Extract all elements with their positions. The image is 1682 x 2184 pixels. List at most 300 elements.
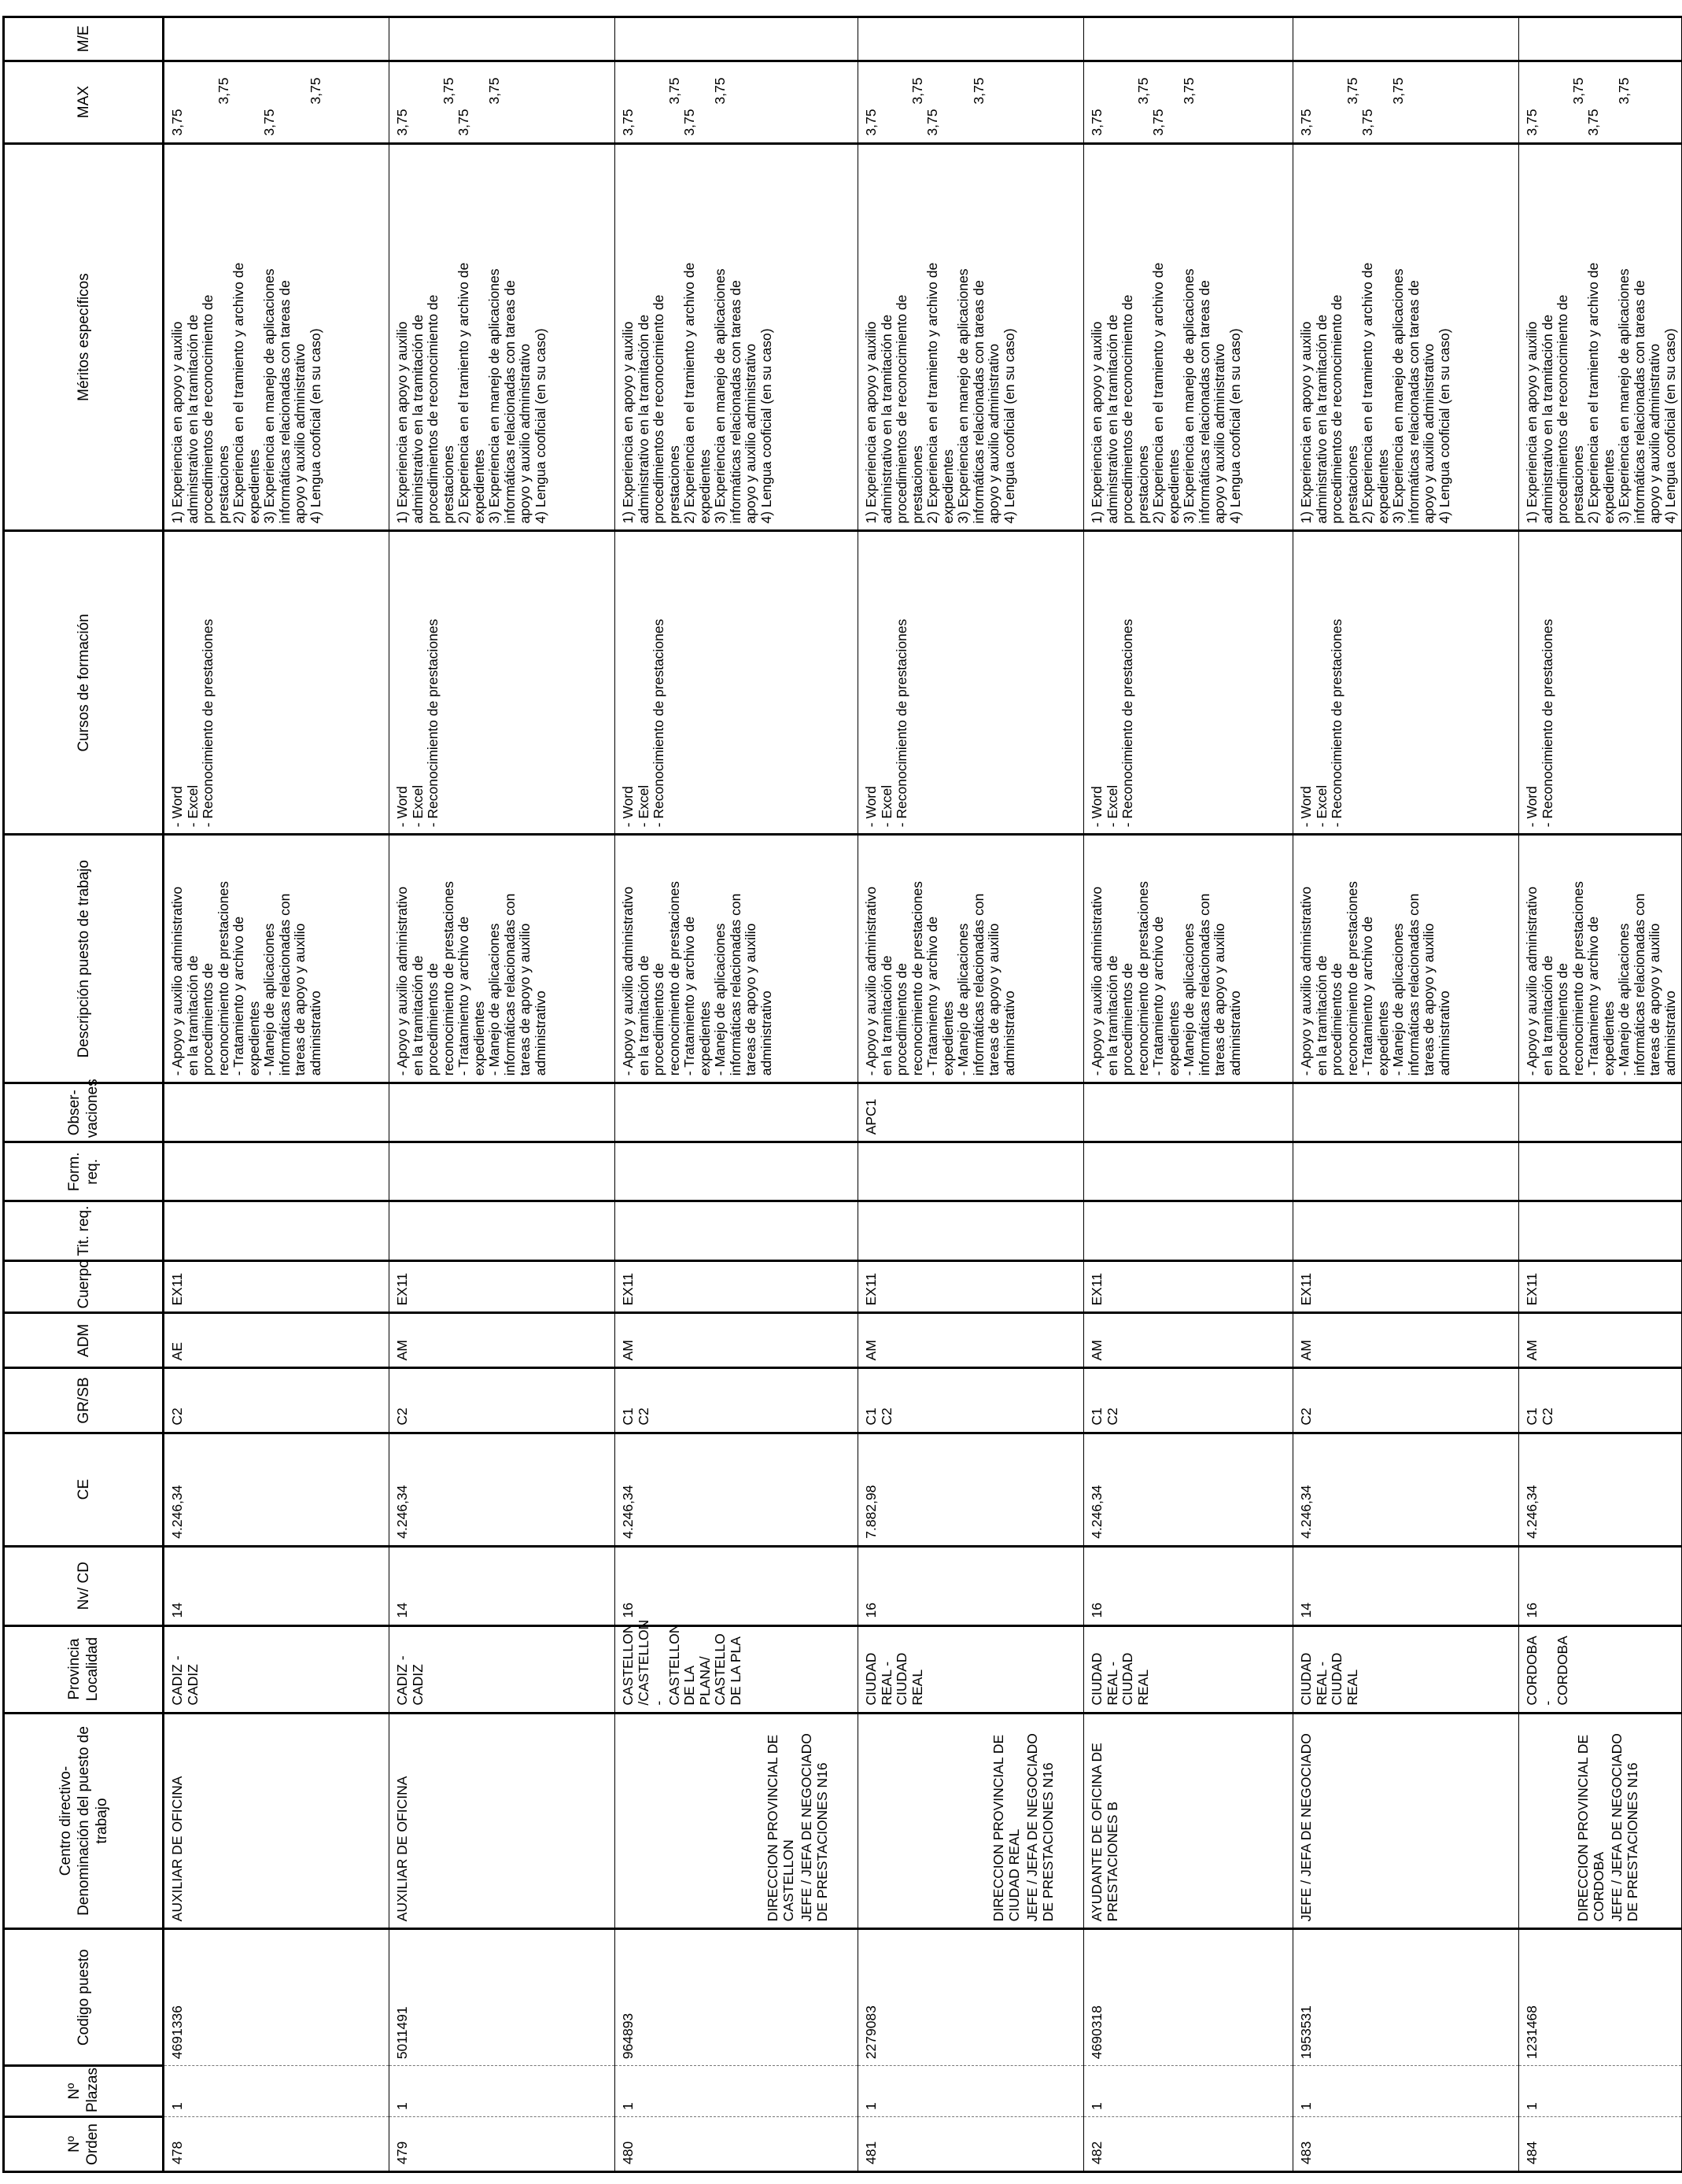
table-row [164,17,389,2172]
cell-titulacion [1084,1201,1293,1260]
cell-grupo [1519,1368,1682,1433]
header-provincia: Provincia Localidad [4,1625,164,1713]
direccion-provincial: DIRECCION PROVINCIAL DE CORDOBA [1575,1734,1606,1922]
max-value: 3,75 [970,77,987,105]
cell-meritos [1293,143,1519,531]
cell-cuerpo: EX11 [615,1260,858,1313]
cell-titulacion [1519,1201,1682,1260]
cell-formacion [389,1142,615,1201]
cell-meritos-line: 4) Lengua cooficial (en su caso) [758,328,774,524]
cell-codigo: 5011491 [389,1929,615,2066]
cell-meritos-line: 1) Experiencia en apoyo y auxilio [394,321,410,524]
cell-observaciones [1293,1083,1519,1142]
cell-meritos-line: informáticas relacionadas con tareas de [1196,280,1212,524]
cell-meritos-line: procedimientos de reconocimiento de [200,294,216,524]
cell-descripcion-line: procedimientos de [651,963,666,1076]
header-me: M/E [4,17,164,61]
cell-cuerpo: EX11 [1293,1260,1519,1313]
cell-formacion [1084,1142,1293,1201]
cell-meritos-line: 4) Lengua cooficial (en su caso) [532,328,548,524]
cell-meritos-line: prestaciones [1344,445,1360,524]
cell-cursos-line: - Reconocimiento de prestaciones [1329,618,1344,828]
cell-plazas: 1 [1293,2066,1519,2117]
max-value: 3,75 [215,77,231,105]
cell-meritos-line: expedientes [939,449,956,524]
cell-cursos-line: - Word [169,786,185,828]
cell-max [858,61,1084,143]
cell-plazas: 1 [164,2066,389,2117]
cell-meritos-line: procedimientos de reconocimiento de [894,294,909,524]
cell-adm: AM [858,1313,1084,1368]
cell-max [1084,61,1293,143]
cell-meritos-line: 2) Experiencia en el tramiento y archivo de [1359,262,1375,524]
cell-cuerpo: EX11 [1084,1260,1293,1313]
cell-grupo [615,1368,858,1433]
cell-max [615,61,858,143]
cell-meritos-line: informáticas relacionadas con tareas de [970,280,987,524]
header-plazas: Nº Plazas [4,2066,164,2117]
grupo-value: C1 [1524,1407,1540,1426]
cell-orden: 483 [1293,2117,1519,2172]
max-value: 3,75 [1134,77,1151,105]
max-value: 3,75 [394,109,410,136]
cell-meritos-line: 2) Experiencia en el tramiento y archivo de [456,262,471,524]
cell-meritos-line: 4) Lengua cooficial (en su caso) [1662,328,1678,524]
cell-cursos-line: - Excel [635,784,651,828]
cell-descripcion [1519,835,1682,1083]
cell-meritos-line: procedimientos de reconocimiento de [1555,294,1570,524]
cell-meritos [615,143,858,531]
cell-adm: AM [615,1313,858,1368]
cell-descripcion-line: - Apoyo y auxilio administrativo [863,886,879,1076]
puesto-denominacion: JEFE / JEFA DE NEGOCIADO [1298,1733,1314,1922]
max-value: 3,75 [681,109,697,136]
table-body [164,17,1682,2172]
direccion-provincial: DIRECCION PROVINCIAL DE CIUDAD REAL [990,1734,1022,1922]
cell-adm: AM [389,1313,615,1368]
max-value: 3,75 [1390,77,1406,105]
max-value: 3,75 [1344,77,1360,105]
max-value: 3,75 [456,109,471,136]
cell-meritos-line: 3) Experiencia en manejo de aplicaciones [712,268,728,524]
cell-descripcion-line: reconocimiento de prestaciones [909,881,925,1076]
cell-descripcion-line: administrativo [307,991,323,1076]
cell-meritos-line: 4) Lengua cooficial (en su caso) [1436,328,1452,524]
cell-max [1519,61,1682,143]
cell-descripcion-line: administrativo [758,991,774,1076]
cell-observaciones: APC1 [858,1083,1084,1142]
puesto-denominacion: JEFE / JEFA DE NEGOCIADO DE PRESTACIONES N16 [1609,1733,1640,1922]
cell-descripcion-line: reconocimiento de prestaciones [1134,881,1151,1076]
cell-descripcion-line: - Apoyo y auxilio administrativo [394,886,410,1076]
cell-orden: 479 [389,2117,615,2172]
table-row [1293,17,1519,2172]
cell-descripcion-line: reconocimiento de prestaciones [215,881,231,1076]
cell-centro [858,1713,1084,1929]
grupo-value: C2 [1104,1407,1120,1426]
puesto-denominacion: AUXILIAR DE OFICINA [394,1776,410,1922]
cell-descripcion-line: - Tratamiento y archivo de [231,916,246,1076]
cell-meritos-line: expedientes [696,449,713,524]
cell-descripcion-line: administrativo [1226,991,1243,1076]
cell-meritos-line: 4) Lengua cooficial (en su caso) [1226,328,1243,524]
cell-provincia: CORDOBA - CORDOBA [1519,1625,1682,1713]
cell-descripcion-line: - Manejo de aplicaciones [1390,923,1406,1076]
max-value: 3,75 [1089,109,1105,136]
cell-max [389,61,615,143]
cell-cursos-line: - Reconocimiento de prestaciones [425,618,441,828]
cell-plazas: 1 [1084,2066,1293,2117]
cell-meritos-line: 4) Lengua cooficial (en su caso) [1001,328,1017,524]
cell-meritos [858,143,1084,531]
grupo-value: C2 [394,1407,410,1426]
cell-cursos-line: - Word [1524,786,1540,828]
cell-codigo: 4691336 [164,1929,389,2066]
cell-centro [615,1713,858,1929]
cell-meritos [389,143,615,531]
max-value: 3,75 [261,109,277,136]
cell-meritos-line: apoyo y auxilio administrativo [1212,343,1227,524]
puesto-denominacion: JEFE / JEFA DE NEGOCIADO DE PRESTACIONES N16 [799,1733,830,1922]
puestos-table [2,16,1682,2173]
cell-orden: 480 [615,2117,858,2172]
header-formacion: Form. req. [4,1142,164,1201]
cell-ce: 4.246,34 [1084,1433,1293,1546]
cell-descripcion-line: - Manejo de aplicaciones [486,923,502,1076]
max-value: 3,75 [863,109,879,136]
table-row [1519,17,1682,2172]
cell-descripcion-line: tareas de apoyo y auxilio [986,923,1001,1076]
header-grupo: GR/SB [4,1368,164,1433]
cell-descripcion-line: expedientes [696,1001,713,1076]
header-centro: Centro directivo- Denominación del puesto de trabajo [4,1713,164,1929]
cell-ce: 4.246,34 [1293,1433,1519,1546]
cell-cursos-line: - Word [620,786,636,828]
cell-descripcion-line: administrativo [1436,991,1452,1076]
cell-descripcion [389,835,615,1083]
cell-meritos-line: 1) Experiencia en apoyo y auxilio [169,321,185,524]
max-value: 3,75 [1181,77,1197,105]
cell-meritos-line: administrativo en la tramitación de [409,314,426,524]
cell-descripcion-line: procedimientos de [1555,963,1570,1076]
cell-descripcion-line: - Manejo de aplicaciones [261,923,277,1076]
cell-meritos-line: prestaciones [440,445,456,524]
max-value: 3,75 [1359,109,1375,136]
cell-centro [164,1713,389,1929]
cell-adm: AM [1293,1313,1519,1368]
cell-titulacion [858,1201,1084,1260]
max-value: 3,75 [909,77,925,105]
cell-descripcion-line: en la tramitación de [1313,955,1330,1076]
header-descripcion: Descripción puesto de trabajo [4,835,164,1083]
header-max: MAX [4,61,164,143]
cell-meritos-line: prestaciones [1134,445,1151,524]
cell-cursos [1293,531,1519,835]
cell-meritos [1084,143,1293,531]
cell-formacion [858,1142,1084,1201]
cell-descripcion-line: - Manejo de aplicaciones [955,923,971,1076]
cell-descripcion-line: reconocimiento de prestaciones [440,881,456,1076]
puesto-denominacion: AYUDANTE DE OFICINA DE PRESTACIONES B [1089,1743,1120,1922]
cell-descripcion-line: expedientes [1600,1001,1617,1076]
cell-meritos-line: 1) Experiencia en apoyo y auxilio [1298,321,1314,524]
cell-observaciones [1084,1083,1293,1142]
cell-meritos-line: apoyo y auxilio administrativo [1647,343,1662,524]
cell-meritos-line: apoyo y auxilio administrativo [743,343,758,524]
cell-cursos-line: - Excel [184,784,201,828]
max-value: 3,75 [1569,77,1586,105]
cell-grupo [164,1368,389,1433]
header-observaciones: Obser- vaciones [4,1083,164,1142]
cell-meritos-line: 3) Experiencia en manejo de aplicaciones [486,268,502,524]
cell-descripcion-line: informáticas relacionadas con [1196,893,1212,1076]
max-value: 3,75 [486,77,502,105]
cell-descripcion-line: tareas de apoyo y auxilio [743,923,758,1076]
cell-formacion [1519,1142,1682,1201]
cell-meritos-line: 3) Experiencia en manejo de aplicaciones [1390,268,1406,524]
cell-meritos-line: apoyo y auxilio administrativo [292,343,308,524]
cell-provincia: CIUDAD REAL - CIUDAD REAL [1293,1625,1519,1713]
cell-descripcion-line: - Tratamiento y archivo de [924,916,940,1076]
cell-descripcion [1293,835,1519,1083]
header-adm: ADM [4,1313,164,1368]
header-cuerpo: Cuerpo [4,1260,164,1313]
cell-descripcion-line: expedientes [470,1001,487,1076]
cell-max [164,61,389,143]
cell-cursos [389,531,615,835]
cell-nivel: 14 [164,1546,389,1625]
cell-cursos-line: - Excel [878,784,894,828]
cell-plazas: 1 [1519,2066,1682,2117]
cell-cursos-line: - Reconocimiento de prestaciones [894,618,909,828]
cell-max [1293,61,1519,143]
cell-descripcion-line: expedientes [1165,1001,1182,1076]
cell-meritos-line: informáticas relacionadas con tareas de [727,280,743,524]
cell-formacion [164,1142,389,1201]
cell-cursos-line: - Excel [409,784,426,828]
cell-descripcion-line: reconocimiento de prestaciones [1344,881,1360,1076]
cell-nivel: 16 [1084,1546,1293,1625]
cell-nivel: 16 [615,1546,858,1625]
cell-codigo: 964893 [615,1929,858,2066]
cell-me [389,17,615,61]
cell-descripcion-line: reconocimiento de prestaciones [666,881,682,1076]
cell-descripcion-line: - Apoyo y auxilio administrativo [1524,886,1540,1076]
cell-meritos-line: 3) Experiencia en manejo de aplicaciones [955,268,971,524]
direccion-provincial: DIRECCION PROVINCIAL DE CASTELLON [765,1734,796,1922]
cell-meritos-line: expedientes [245,449,262,524]
header-ce: CE [4,1433,164,1546]
cell-cuerpo: EX11 [1519,1260,1682,1313]
cell-observaciones [389,1083,615,1142]
cell-cursos-line: - Reconocimiento de prestaciones [200,618,216,828]
max-value: 3,75 [1150,109,1166,136]
max-value: 3,75 [666,77,682,105]
puesto-denominacion: JEFE / JEFA DE NEGOCIADO DE PRESTACIONES N16 [1024,1733,1056,1922]
cell-cursos-line: - Reconocimiento de prestaciones [651,618,666,828]
cell-cursos-line: - Word [1298,786,1314,828]
cell-meritos-line: procedimientos de reconocimiento de [1329,294,1344,524]
cell-descripcion [1084,835,1293,1083]
cell-descripcion-line: - Apoyo y auxilio administrativo [1089,886,1105,1076]
cell-provincia: CASTELLON /CASTELLON - CASTELLON DE LA PLANA/ CASTELLO DE LA PLA [615,1625,858,1713]
cell-meritos-line: expedientes [1165,449,1182,524]
cell-meritos-line: informáticas relacionadas con tareas de [276,280,293,524]
cell-descripcion-line: - Manejo de aplicaciones [1616,923,1632,1076]
cell-meritos-line: expedientes [1374,449,1391,524]
cell-cursos [615,531,858,835]
cell-centro [389,1713,615,1929]
cell-ce: 7.882,98 [858,1433,1084,1546]
cell-adm: AM [1519,1313,1682,1368]
cell-descripcion-line: - Tratamiento y archivo de [1359,916,1375,1076]
cell-me [1519,17,1682,61]
cell-meritos-line: 3) Experiencia en manejo de aplicaciones [261,268,277,524]
cell-meritos-line: 2) Experiencia en el tramiento y archivo de [1150,262,1166,524]
cell-descripcion-line: administrativo [532,991,548,1076]
cell-descripcion-line: reconocimiento de prestaciones [1569,881,1586,1076]
cell-titulacion [389,1201,615,1260]
cell-descripcion-line: administrativo [1662,991,1678,1076]
cell-cursos-line: - Reconocimiento de prestaciones [1119,618,1135,828]
cell-orden: 481 [858,2117,1084,2172]
cell-meritos-line: administrativo en la tramitación de [1313,314,1330,524]
cell-descripcion-line: en la tramitación de [184,955,201,1076]
cell-descripcion-line: tareas de apoyo y auxilio [1212,923,1227,1076]
max-value: 3,75 [169,109,185,136]
cell-titulacion [164,1201,389,1260]
cell-observaciones [1519,1083,1682,1142]
cell-meritos-line: informáticas relacionadas con tareas de [1405,280,1422,524]
cell-cursos-line: - Reconocimiento de prestaciones [1539,618,1555,828]
cell-cursos-line: - Word [863,786,879,828]
cell-descripcion-line: informáticas relacionadas con [501,893,518,1076]
table-row [615,17,858,2172]
cell-formacion [1293,1142,1519,1201]
table-row [389,17,615,2172]
cell-meritos-line: procedimientos de reconocimiento de [651,294,666,524]
cell-meritos-line: prestaciones [1569,445,1586,524]
cell-centro [1293,1713,1519,1929]
cell-centro [1519,1713,1682,1929]
cell-cursos-line: - Word [1089,786,1105,828]
cell-plazas: 1 [615,2066,858,2117]
cell-descripcion-line: - Tratamiento y archivo de [1585,916,1601,1076]
cell-meritos-line: 1) Experiencia en apoyo y auxilio [620,321,636,524]
cell-formacion [615,1142,858,1201]
cell-me [1084,17,1293,61]
grupo-value: C2 [1298,1407,1314,1426]
header-nivel: Nv/ CD [4,1546,164,1625]
max-value: 3,75 [307,77,323,105]
cell-plazas: 1 [858,2066,1084,2117]
header-orden: Nº Orden [4,2117,164,2172]
max-value: 3,75 [1524,109,1540,136]
cell-cuerpo: EX11 [858,1260,1084,1313]
cell-codigo: 4690318 [1084,1929,1293,2066]
cell-cursos-line: - Excel [1104,784,1120,828]
cell-codigo: 1231468 [1519,1929,1682,2066]
table-row [1084,17,1293,2172]
cell-descripcion-line: tareas de apoyo y auxilio [517,923,533,1076]
max-value: 3,75 [440,77,456,105]
cell-cuerpo: EX11 [164,1260,389,1313]
cell-descripcion-line: administrativo [1001,991,1017,1076]
cell-nivel: 14 [1293,1546,1519,1625]
max-value: 3,75 [712,77,728,105]
cell-nivel: 14 [389,1546,615,1625]
cell-grupo [1084,1368,1293,1433]
cell-descripcion-line: procedimientos de [894,963,909,1076]
cell-meritos-line: prestaciones [666,445,682,524]
cell-me [858,17,1084,61]
cell-plazas: 1 [389,2066,615,2117]
cell-descripcion [858,835,1084,1083]
cell-meritos-line: 2) Experiencia en el tramiento y archivo de [681,262,697,524]
cell-nivel: 16 [858,1546,1084,1625]
cell-provincia: CADIZ - CADIZ [389,1625,615,1713]
header-meritos: Méritos específicos [4,143,164,531]
cell-meritos-line: apoyo y auxilio administrativo [517,343,533,524]
cell-meritos-line: 2) Experiencia en el tramiento y archivo de [231,262,246,524]
cell-ce: 4.246,34 [164,1433,389,1546]
cell-grupo [858,1368,1084,1433]
cell-descripcion-line: - Manejo de aplicaciones [712,923,728,1076]
header-row [4,17,164,2172]
cell-meritos-line: 3) Experiencia en manejo de aplicaciones [1616,268,1632,524]
cell-codigo: 1953531 [1293,1929,1519,2066]
max-value: 3,75 [1298,109,1314,136]
cell-descripcion-line: - Tratamiento y archivo de [1150,916,1166,1076]
cell-descripcion-line: procedimientos de [1119,963,1135,1076]
cell-meritos-line: apoyo y auxilio administrativo [1421,343,1437,524]
table-row [858,17,1084,2172]
cell-descripcion-line: informáticas relacionadas con [1405,893,1422,1076]
cell-cursos [858,531,1084,835]
cell-cursos [1519,531,1682,835]
cell-meritos-line: 1) Experiencia en apoyo y auxilio [1089,321,1105,524]
cell-meritos-line: administrativo en la tramitación de [1539,314,1555,524]
cell-orden: 478 [164,2117,389,2172]
cell-meritos-line: administrativo en la tramitación de [184,314,201,524]
cell-descripcion-line: - Apoyo y auxilio administrativo [620,886,636,1076]
cell-meritos [1519,143,1682,531]
cell-meritos-line: prestaciones [909,445,925,524]
cell-provincia: CADIZ - CADIZ [164,1625,389,1713]
grupo-value: C1 [1089,1407,1105,1426]
cell-me [164,17,389,61]
cell-meritos-line: administrativo en la tramitación de [635,314,651,524]
cell-descripcion-line: expedientes [1374,1001,1391,1076]
cell-meritos-line: administrativo en la tramitación de [878,314,894,524]
cell-grupo [1293,1368,1519,1433]
cell-descripcion [615,835,858,1083]
cell-descripcion-line: expedientes [939,1001,956,1076]
max-value: 3,75 [620,109,636,136]
cell-observaciones [164,1083,389,1142]
cell-descripcion-line: en la tramitación de [409,955,426,1076]
cell-descripcion-line: en la tramitación de [878,955,894,1076]
cell-descripcion-line: informáticas relacionadas con [727,893,743,1076]
cell-orden: 484 [1519,2117,1682,2172]
grupo-value: C2 [1539,1407,1555,1426]
cell-me [615,17,858,61]
cell-meritos-line: expedientes [1600,449,1617,524]
cell-meritos-line: 2) Experiencia en el tramiento y archivo de [1585,262,1601,524]
cell-descripcion-line: en la tramitación de [635,955,651,1076]
max-value: 3,75 [924,109,940,136]
cell-meritos-line: expedientes [470,449,487,524]
